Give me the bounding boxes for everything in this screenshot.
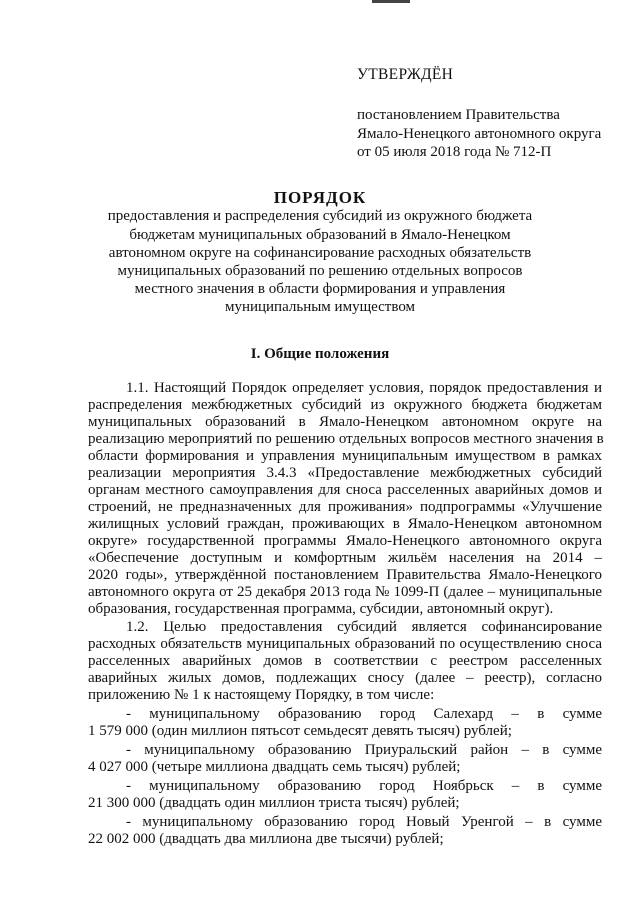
subtitle-line: автономном округе на софинансирование расходных обязательств <box>108 245 532 261</box>
list-item-line: - муниципальному образованию город Ноябрьск – в сумме <box>126 778 602 794</box>
subtitle-line: местного значения в области формирования и управления <box>134 281 506 297</box>
paragraph-line: 2020 годы», утверждённой постановлением Правительства Ямало-Ненецкого <box>88 567 602 583</box>
decree-line: от 05 июля 2018 года № 712-П <box>357 144 552 160</box>
paragraph-line: строений, не предназначенных для проживания» подпрограммы «Улучшение <box>88 499 602 515</box>
paragraph-line: органам местного самоуправления для сноса расселенных аварийных домов и <box>88 482 602 498</box>
list-item-line: 1 579 000 (один миллион пятьсот семьдесят девять тысяч) рублей; <box>88 723 512 739</box>
subtitle-line: муниципальным имуществом <box>224 299 416 315</box>
paragraph-line: образования, государственная программа, субсидии, автономный округ). <box>88 601 554 617</box>
list-item-line: - муниципальному образованию город Салехард – в сумме <box>126 706 602 722</box>
paragraph-line: аварийных жилых домов, подлежащих сносу (далее – реестр), согласно <box>88 670 602 686</box>
list-item-line: 4 027 000 (четыре миллиона двадцать семь тысяч) рублей; <box>88 759 461 775</box>
decree-line: Ямало-Ненецкого автономного округа <box>357 126 602 142</box>
paragraph-line: расселенных аварийных домов в соответствии с реестром расселенных <box>88 653 602 669</box>
list-item-line: 22 002 000 (двадцать два миллиона две тысячи) рублей; <box>88 831 444 847</box>
paragraph-line: муниципальных образований в Ямало-Ненецком автономном округе на <box>88 414 602 430</box>
list-item-line: - муниципальному образованию город Новый Уренгой – в сумме <box>126 814 602 830</box>
paragraph-line: реализацию мероприятий по решению отдельных вопросов местного значения в <box>88 431 604 447</box>
paragraph-line: приложению № 1 к настоящему Порядку, в том числе: <box>88 687 435 703</box>
paragraph-line: распределения межбюджетных субсидий из окружного бюджета бюджетам <box>88 397 602 413</box>
paragraph-line: автономного округа от 25 декабря 2013 года № 1099-П (далее – муниципальные <box>88 584 602 600</box>
approval-title: УТВЕРЖДЁН <box>357 66 454 83</box>
paragraph-line: жилищных условий граждан, проживающих в Ямало-Ненецком автономном <box>88 516 602 532</box>
list-item-line: - муниципальному образованию Приуральский район – в сумме <box>126 742 602 758</box>
scan-mark <box>372 0 410 3</box>
paragraph-line: 1.1. Настоящий Порядок определяет условия, порядок предоставления и <box>126 380 602 396</box>
document-title: ПОРЯДОК <box>273 188 367 207</box>
paragraph-line: области формирования и управления муниципальным имуществом в рамках <box>88 448 602 464</box>
paragraph-line: расходных обязательств муниципальных образований по осуществлению сноса <box>88 636 602 652</box>
paragraph-line: округе» государственной программы Ямало-Ненецкого автономного округа <box>88 533 602 549</box>
paragraph-line: реализации мероприятия 3.4.3 «Предоставление межбюджетных субсидий <box>88 465 602 481</box>
subtitle-line: предоставления и распределения субсидий из окружного бюджета <box>107 208 533 224</box>
section-heading: I. Общие положения <box>250 346 390 362</box>
decree-line: постановлением Правительства <box>357 107 560 123</box>
subtitle-line: муниципальных образований по решению отдельных вопросов <box>117 263 523 279</box>
list-item-line: 21 300 000 (двадцать один миллион триста тысяч) рублей; <box>88 795 460 811</box>
paragraph-line: «Обеспечение доступным и комфортным жильём населения на 2014 – <box>88 550 602 566</box>
subtitle-line: бюджетам муниципальных образований в Ямало-Ненецком <box>129 227 511 243</box>
paragraph-line: 1.2. Целью предоставления субсидий является софинансирование <box>126 619 602 635</box>
